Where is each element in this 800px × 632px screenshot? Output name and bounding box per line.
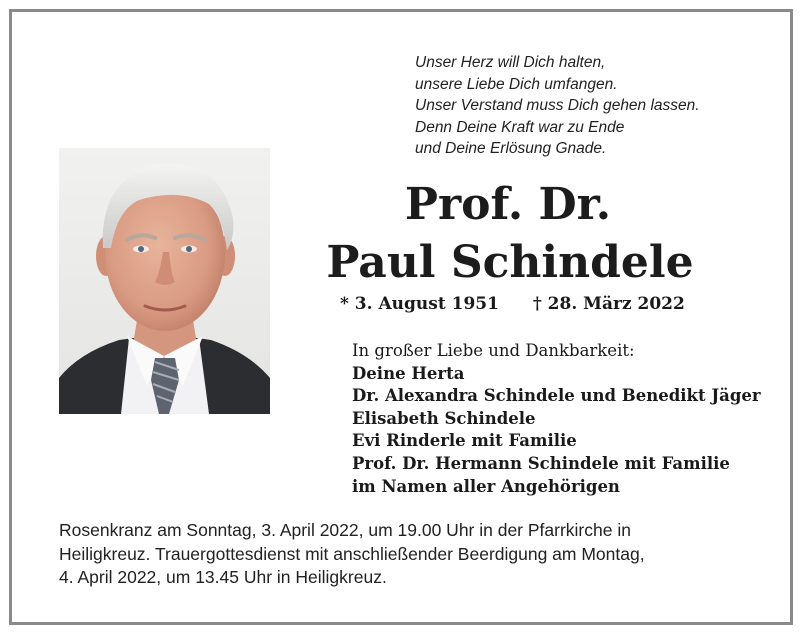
mourners-list	[352, 340, 761, 498]
mourner-name: Dr. Alexandra Schindele und Benedikt Jäger	[352, 386, 761, 406]
deceased-name: Paul Schindele	[326, 237, 694, 288]
mourner-name: Prof. Dr. Hermann Schindele mit Familie	[352, 453, 730, 473]
poem-line: Unser Verstand muss Dich gehen lassen.	[415, 97, 700, 114]
mourner-name: Elisabeth Schindele	[352, 408, 536, 428]
mourner-name: Deine Herta	[352, 363, 465, 383]
poem-line: Unser Herz will Dich halten,	[415, 54, 606, 71]
service-notice-line: Rosenkranz am Sonntag, 3. April 2022, um 19.00 Uhr in der Pfarrkirche in	[59, 520, 631, 540]
poem	[415, 52, 700, 160]
portrait-photo	[59, 148, 270, 414]
mourner-name: im Namen aller Angehörigen	[352, 476, 620, 496]
deceased-title: Prof. Dr.	[404, 179, 612, 230]
poem-line: Denn Deine Kraft war zu Ende	[415, 118, 625, 136]
birth-date: * 3. August 1951	[340, 294, 499, 314]
death-date: † 28. März 2022	[532, 294, 685, 314]
mourner-name: Evi Rinderle mit Familie	[352, 431, 577, 451]
service-notice-line: Heiligkreuz. Trauergottesdienst mit anschließender Beerdigung am Montag,	[59, 543, 645, 564]
life-dates	[340, 294, 713, 314]
poem-line: unsere Liebe Dich umfangen.	[415, 75, 618, 93]
service-notice	[59, 519, 749, 590]
poem-line: und Deine Erlösung Gnade.	[415, 140, 607, 157]
mourners-intro: In großer Liebe und Dankbarkeit:	[352, 341, 635, 360]
service-notice-line: 4. April 2022, um 13.45 Uhr in Heiligkreuz.	[59, 567, 387, 587]
